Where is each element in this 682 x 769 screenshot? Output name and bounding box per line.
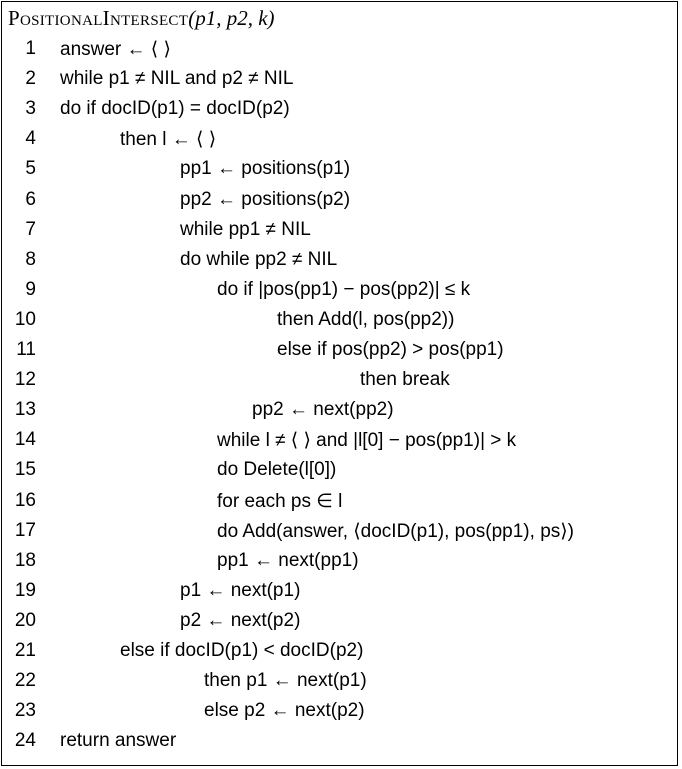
code-text: then p1 ← next(p1): [204, 670, 367, 692]
code-line: [2, 369, 678, 397]
code-line: [2, 490, 678, 518]
code-line: [2, 309, 678, 337]
code-line: [2, 249, 678, 277]
code-line: [2, 219, 678, 247]
code-text: then l ← ⟨ ⟩: [120, 129, 217, 151]
code-line: [2, 610, 678, 638]
algorithm-box: [1, 1, 678, 766]
code-text: for each ps ∈ l: [217, 490, 343, 512]
line-number: 16: [14, 489, 36, 511]
line-number: 17: [14, 519, 36, 541]
code-text: do Add(answer, ⟨docID(p1), pos(pp1), ps⟩): [217, 520, 575, 542]
code-line: [2, 550, 678, 578]
code-text: else if pos(pp2) > pos(pp1): [277, 339, 504, 360]
code-line: [2, 640, 678, 668]
code-text: return answer: [60, 730, 177, 752]
code-line: [2, 730, 678, 758]
code-line: [2, 38, 678, 66]
code-text: pp1 ← positions(p1): [180, 158, 351, 180]
line-number: 20: [14, 609, 36, 631]
algorithm-title: [8, 6, 275, 31]
line-number: 4: [25, 128, 36, 150]
code-text: while p1 ≠ NIL and p2 ≠ NIL: [60, 68, 294, 90]
code-text: pp1 ← next(pp1): [217, 549, 359, 571]
line-number: 21: [14, 640, 36, 661]
code-text: do if |pos(pp1) − pos(pp2)| ≤ k: [217, 278, 471, 300]
code-line: [2, 399, 678, 427]
line-number: 8: [25, 248, 36, 270]
line-number: 23: [14, 700, 36, 722]
code-text: do if docID(p1) = docID(p2): [60, 98, 290, 120]
code-text: while l ≠ ⟨ ⟩ and |l[0] − pos(pp1)| > k: [217, 430, 517, 452]
line-number: 3: [25, 98, 36, 120]
code-text: p2 ← next(p2): [180, 609, 301, 631]
line-number: 22: [14, 670, 36, 692]
line-number: 7: [25, 218, 36, 240]
code-line: [2, 339, 678, 367]
code-line: [2, 429, 678, 457]
code-line: [2, 189, 678, 217]
code-text: then Add(l, pos(pp2)): [277, 308, 455, 330]
line-number: 2: [25, 68, 36, 90]
code-text: answer ← ⟨ ⟩: [60, 39, 171, 60]
line-number: 12: [14, 369, 36, 391]
line-number: 19: [14, 579, 36, 601]
line-number: 10: [14, 308, 36, 330]
line-number: 6: [25, 188, 36, 210]
line-number: 11: [16, 339, 36, 360]
code-text: p1 ← next(p1): [180, 579, 301, 601]
code-text: while pp1 ≠ NIL: [180, 218, 311, 240]
code-line: [2, 128, 678, 156]
code-text: then break: [360, 369, 450, 391]
code-text: pp2 ← positions(p2): [180, 188, 351, 210]
code-line: [2, 700, 678, 728]
code-text: do while pp2 ≠ NIL: [180, 248, 338, 270]
line-number: 5: [25, 158, 36, 180]
code-line: [2, 158, 678, 186]
code-text: else if docID(p1) < docID(p2): [120, 640, 364, 661]
code-line: [2, 670, 678, 698]
code-line: [2, 98, 678, 126]
algorithm-name: PositionalIntersect: [8, 6, 189, 30]
code-line: [2, 580, 678, 608]
algorithm-params: (p1, p2, k): [188, 6, 275, 30]
line-number: 1: [25, 38, 36, 59]
line-number: 9: [25, 278, 36, 300]
line-number: 15: [14, 459, 36, 481]
code-text: do Delete(l[0]): [217, 459, 337, 481]
line-number: 18: [14, 549, 36, 571]
code-line: [2, 279, 678, 307]
code-line: [2, 459, 678, 487]
code-text: pp2 ← next(pp2): [252, 399, 394, 421]
code-line: [2, 68, 678, 96]
line-number: 13: [14, 399, 36, 421]
line-number: 14: [14, 429, 36, 451]
line-number: 24: [14, 730, 36, 752]
code-text: else p2 ← next(p2): [204, 700, 365, 722]
code-line: [2, 520, 678, 548]
